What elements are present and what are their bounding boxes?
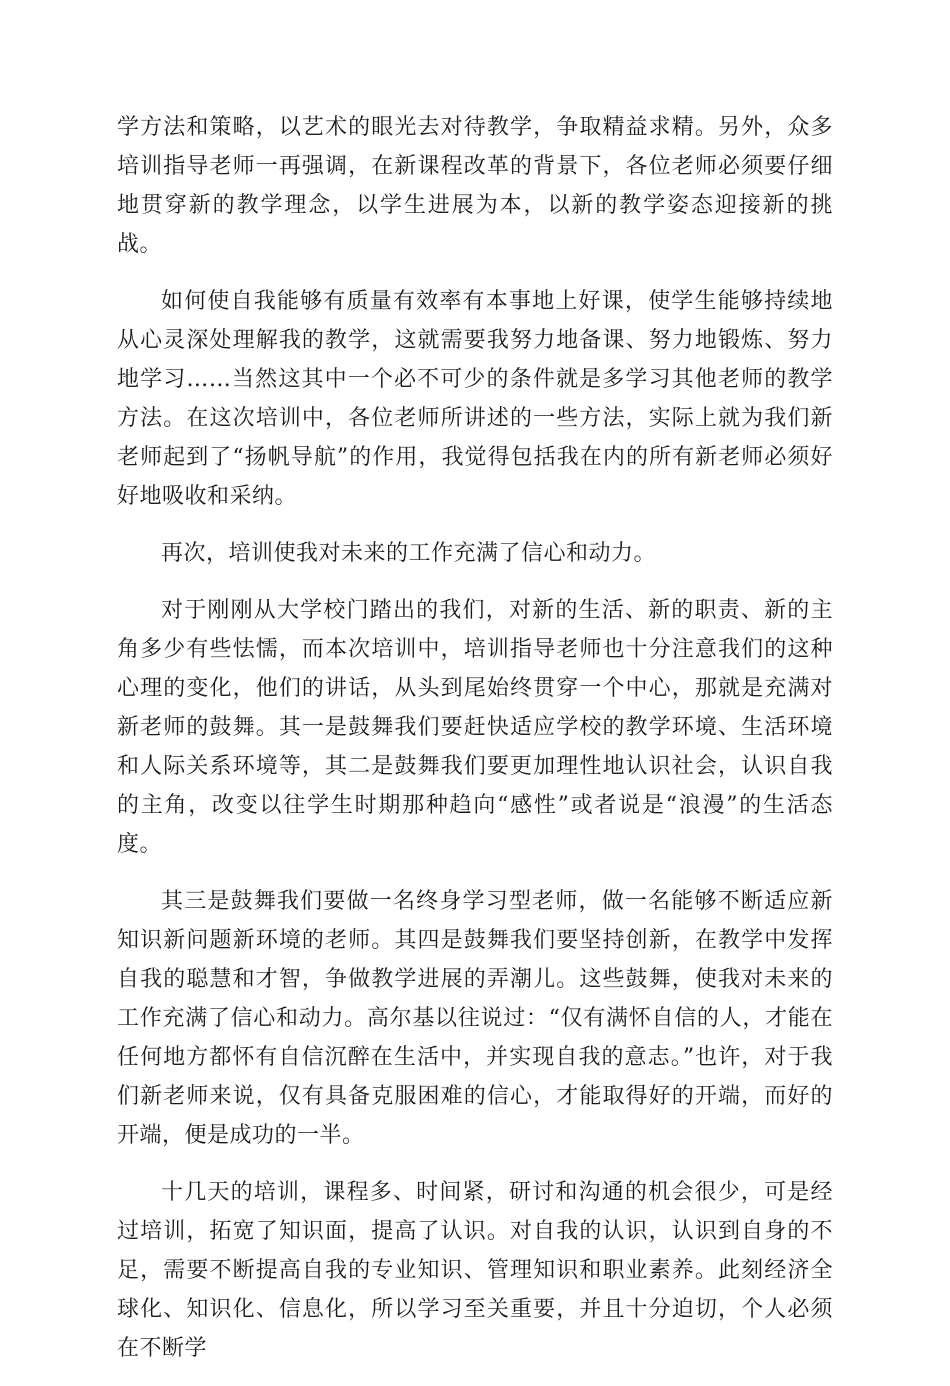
paragraph-2: 如何使自我能够有质量有效率有本事地上好课，使学生能够持续地从心灵深处理解我的教学，这就需要我努力地备课、努力地锻炼、努力地学习……当然这其中一个必不可少的条件就是多学习其他老师的教学方法。在这次培训中，各位老师所讲述的一些方法，实际上就为我们新老师起到了“扬帆导航”的作用，我觉得包括我在内的所有新老师必须好好地吸收和采纳。 xyxy=(117,289,833,509)
paragraph-6: 十几天的培训，课程多、时间紧，研讨和沟通的机会很少，可是经过培训，拓宽了知识面，提高了认识。对自我的认识，认识到自身的不足，需要不断提高自我的专业知识、管理知识和职业素养。此刻经济全球化、知识化、信息化，所以学习至关重要，并且十分迫切，个人必须在不断学 xyxy=(117,1180,833,1361)
document-body xyxy=(117,108,833,1386)
paragraph-1: 学方法和策略，以艺术的眼光去对待教学，争取精益求精。另外，众多培训指导老师一再强调，在新课程改革的背景下，各位老师必须要仔细地贯穿新的教学理念，以学生进展为本，以新的教学姿态迎接新的挑战。 xyxy=(117,115,833,257)
paragraph-4: 对于刚刚从大学校门踏出的我们，对新的生活、新的职责、新的主角多少有些怯懦，而本次培训中，培训指导老师也十分注意我们的这种心理的变化，他们的讲话，从头到尾始终贯穿一个中心，那就是充满对新老师的鼓舞。其一是鼓舞我们要赶快适应学校的教学环境、生活环境和人际关系环境等，其二是鼓舞我们要更加理性地认识社会，认识自我的主角，改变以往学生时期那种趋向“感性”或者说是“浪漫”的生活态度。 xyxy=(117,598,833,857)
paragraph-5: 其三是鼓舞我们要做一名终身学习型老师，做一名能够不断适应新知识新问题新环境的老师。其四是鼓舞我们要坚持创新，在教学中发挥自我的聪慧和才智，争做教学进展的弄潮儿。这些鼓舞，使我对未来的工作充满了信心和动力。高尔基以往说过：“仅有满怀自信的人，才能在任何地方都怀有自信沉醉在生活中，并实现自我的意志。”也许，对于我们新老师来说，仅有具备克服困难的信心，才能取得好的开端，而好的开端，便是成功的一半。 xyxy=(117,889,833,1148)
paragraph-3: 再次，培训使我对未来的工作充满了信心和动力。 xyxy=(161,541,657,566)
